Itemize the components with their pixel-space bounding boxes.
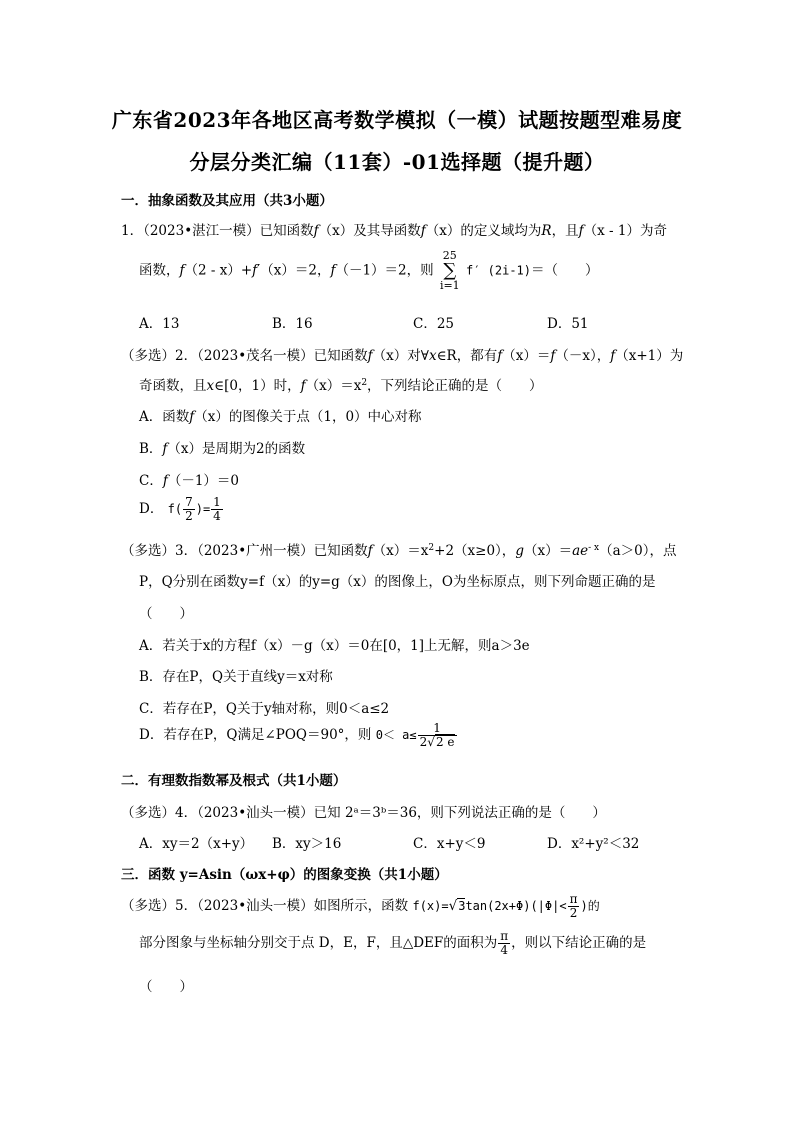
question-2-line-1: （多选）2．（2023•茂名一模）已知函数f（x）对∀x∈R，都有f（x）＝f（－x），f（x+1）为 <box>121 348 684 364</box>
question-2-option-b: B．f（x）是周期为2的函数 <box>139 441 306 457</box>
page-title-line-1: 广东省2023年各地区高考数学模拟（一模）试题按题型难易度 <box>111 108 683 132</box>
question-4-option-a: A．xy＝2（x+y） <box>139 836 254 852</box>
question-2-option-c: C．f（－1）＝0 <box>139 473 240 489</box>
question-4-option-d: D．x²+y²＜32 <box>547 836 640 852</box>
section-heading-1: 一．抽象函数及其应用（共3小题） <box>121 193 333 209</box>
fraction-1-4: $\frac{1}{4}$ <box>213 495 221 523</box>
fraction-pi-2: $\frac{\pi}{2}$ <box>569 892 578 920</box>
question-2-option-a: A．函数f（x）的图像关于点（1，0）中心对称 <box>139 409 422 425</box>
question-2-option-d: D． f( $\frac{7}{2}$ )= $\frac{1}{4}$ <box>139 495 221 523</box>
question-3-line-1: （多选）3．（2023•广州一模）已知函数$f(x)=x^2+2(x\ge 0)$，$g(x)=ae^{- x}(a>0)$，点 <box>121 543 677 559</box>
question-1-option-c: C．25 <box>413 316 455 332</box>
fraction-1-over-2root2e: $\frac{1}{2√2 e}$ <box>419 721 455 749</box>
question-5-line-3: （ ） <box>139 979 193 995</box>
question-4-line-1: （多选）4．（2023•汕头一模）已知 2ᵃ＝3ᵇ＝36，则下列说法正确的是（ ） <box>121 805 606 821</box>
question-3-option-a: A．若关于x的方程f（x）－g（x）＝0在[0，1]上无解，则a＞3e <box>139 638 530 654</box>
question-3-option-d: D．若存在P，Q满足∠POQ＝90°，则 0＜ a≤ $\frac{1}{2√2 e}$ <box>139 721 455 749</box>
page-title-line-2: 分层分类汇编（11套）-01选择题（提升题） <box>189 150 605 174</box>
question-1-line-1: 1．（2023•湛江一模）已知函数f（x）及其导函数f（x）的定义域均为R，且f（x - 1）为奇 <box>121 223 667 239</box>
question-1-option-d: D．51 <box>547 316 589 332</box>
question-3-line-2: P，Q分别在函数y=f（x）的y=g（x）的图像上，O为坐标原点，则下列命题正确的是 <box>139 574 656 590</box>
question-4-option-b: B．xy＞16 <box>272 836 342 852</box>
question-4-option-c: C．x+y＜9 <box>413 836 486 852</box>
question-1-line-2: 函数，f（2 - x）+f′（x）＝2，f（－1）＝2，则 25 ∑ i=1 f′ (2i-1)＝（ ） <box>139 249 599 292</box>
fraction-pi-4: $\frac{\pi}{4}$ <box>500 929 509 957</box>
question-3-option-b: B．存在P，Q关于直线y＝x对称 <box>139 669 333 685</box>
question-5-line-1: （多选）5．（2023•汕头一模）如图所示，函数 f(x)=√3tan(2x+Φ)(|Φ|< $\frac{\pi}{2}$ )的 <box>121 892 600 920</box>
question-5-line-2: 部分图象与坐标轴分别交于点 D，E，F，且△DEF的面积为 $\frac{\pi}{4}$ ，则以下结论正确的是 <box>139 929 647 957</box>
section-heading-3: 三．函数 y=Asin（ωx+φ）的图象变换（共1小题） <box>121 867 448 883</box>
question-3-option-c: C．若存在P，Q关于y轴对称，则0＜a≤2 <box>139 701 390 717</box>
question-2-line-2: 奇函数，且x∈[0，1）时，$f(x)=x^2$，下列结论正确的是（ ） <box>139 378 543 394</box>
question-1-option-a: A．13 <box>139 316 180 332</box>
fraction-7-2: $\frac{7}{2}$ <box>185 495 193 523</box>
sum-symbol: 25 ∑ i=1 <box>439 249 460 292</box>
question-3-line-3: （ ） <box>139 606 193 622</box>
section-heading-2: 二．有理数指数幂及根式（共1小题） <box>121 773 347 789</box>
question-1-option-b: B．16 <box>272 316 313 332</box>
